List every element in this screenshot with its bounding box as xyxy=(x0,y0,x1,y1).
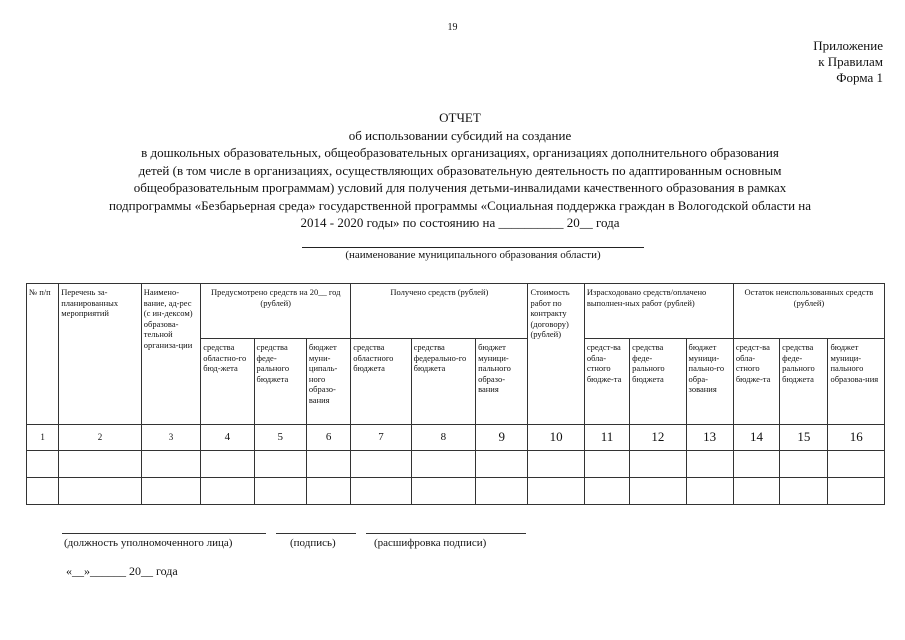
received-regional: средства областного бюджета xyxy=(351,339,411,425)
received-municipal: бюджет муници-пального образо-вания xyxy=(476,339,528,425)
municipality-caption: (наименование муниципального образования области) xyxy=(345,249,601,261)
column-number: 3 xyxy=(141,425,200,451)
column-number: 5 xyxy=(254,425,306,451)
header-remaining: Остаток неиспользованных средств (рублей) xyxy=(733,284,884,339)
column-number-row xyxy=(27,425,885,451)
column-number: 10 xyxy=(528,425,584,451)
column-number: 16 xyxy=(828,425,885,451)
spent-municipal: бюджет муници-пально-го обра-зования xyxy=(686,339,733,425)
header-received: Получено средств (рублей) xyxy=(351,284,528,339)
column-number: 6 xyxy=(306,425,350,451)
header-organization: Наимено-вание, ад-рес (с ин-дексом) образова-тельной организа-ции xyxy=(141,284,200,425)
spent-regional: средст-ва обла-стного бюдже-та xyxy=(584,339,629,425)
table-row xyxy=(27,451,885,478)
column-number: 9 xyxy=(476,425,528,451)
report-subtitle-line-1: об использовании субсидий на создание xyxy=(348,127,572,143)
received-federal: средства федерально-го бюджета xyxy=(411,339,475,425)
column-number: 15 xyxy=(780,425,828,451)
remaining-federal: средства феде-рального бюджета xyxy=(780,339,828,425)
date-line: «__»______ 20__ года xyxy=(66,564,178,578)
header-planned: Предусмотрено средств на 20__ год (рублей) xyxy=(201,284,351,339)
report-table xyxy=(26,283,885,505)
column-number: 2 xyxy=(59,425,142,451)
report-subtitle-line-2: в дошкольных образовательных, общеобразовательных организациях, организациях дополнительного образования xyxy=(141,145,779,160)
header-number: № п/п xyxy=(27,284,59,425)
signature-line xyxy=(276,533,356,534)
column-number: 12 xyxy=(630,425,686,451)
position-caption: (должность уполномоченного лица) xyxy=(64,537,233,549)
planned-federal: средства феде-рального бюджета xyxy=(254,339,306,425)
header-contract-cost: Стоимость работ по контракту (договору) (рублей) xyxy=(528,284,584,425)
position-signature-line xyxy=(62,533,266,534)
report-heading xyxy=(40,109,880,232)
report-subtitle-line-3: детей (в том числе в организациях, осуществляющих образовательную деятельность по адаптированным основным xyxy=(138,162,782,178)
header-spent: Израсходовано средств/оплачено выполнен-ных работ (рублей) xyxy=(584,284,733,339)
report-subtitle-line-5: подпрограммы «Безбарьерная среда» государственной программы «Социальная поддержка граждан в Вологодской области на xyxy=(108,197,812,213)
appendix-block xyxy=(813,38,883,86)
appendix-label: Приложение xyxy=(813,38,883,53)
report-subtitle-line-4: общеобразовательным программам) условий для получения детьми-инвалидами качественного образования в рамках xyxy=(133,180,787,195)
header-events: Перечень за-планированных мероприятий xyxy=(59,284,142,425)
table-row xyxy=(27,478,885,505)
planned-regional: средства областно-го бюд-жета xyxy=(201,339,254,425)
planned-municipal: бюджет муни-ципаль-ного образо-вания xyxy=(306,339,350,425)
column-number: 8 xyxy=(411,425,475,451)
report-subtitle-line-6: 2014 - 2020 годы» по состоянию на __________ 20__ года xyxy=(300,215,620,230)
spent-federal: средства феде-рального бюджета xyxy=(630,339,686,425)
signature-caption: (подпись) xyxy=(290,537,336,549)
column-number: 7 xyxy=(351,425,411,451)
decoding-signature-line xyxy=(366,533,526,534)
municipality-blank-line xyxy=(302,247,644,248)
column-number: 11 xyxy=(584,425,629,451)
remaining-municipal: бюджет муници-пального образова-ния xyxy=(828,339,885,425)
decoding-caption: (расшифровка подписи) xyxy=(374,537,487,549)
column-number: 4 xyxy=(201,425,254,451)
form-label: Форма 1 xyxy=(836,70,883,85)
remaining-regional: средст-ва обла-стного бюдже-та xyxy=(733,339,779,425)
table-header-row xyxy=(27,284,885,339)
report-title: ОТЧЕТ xyxy=(439,110,481,125)
column-number: 13 xyxy=(686,425,733,451)
appendix-rules-label: к Правилам xyxy=(818,54,883,69)
column-number: 1 xyxy=(27,425,59,451)
page-number: 19 xyxy=(447,22,458,33)
column-number: 14 xyxy=(733,425,779,451)
